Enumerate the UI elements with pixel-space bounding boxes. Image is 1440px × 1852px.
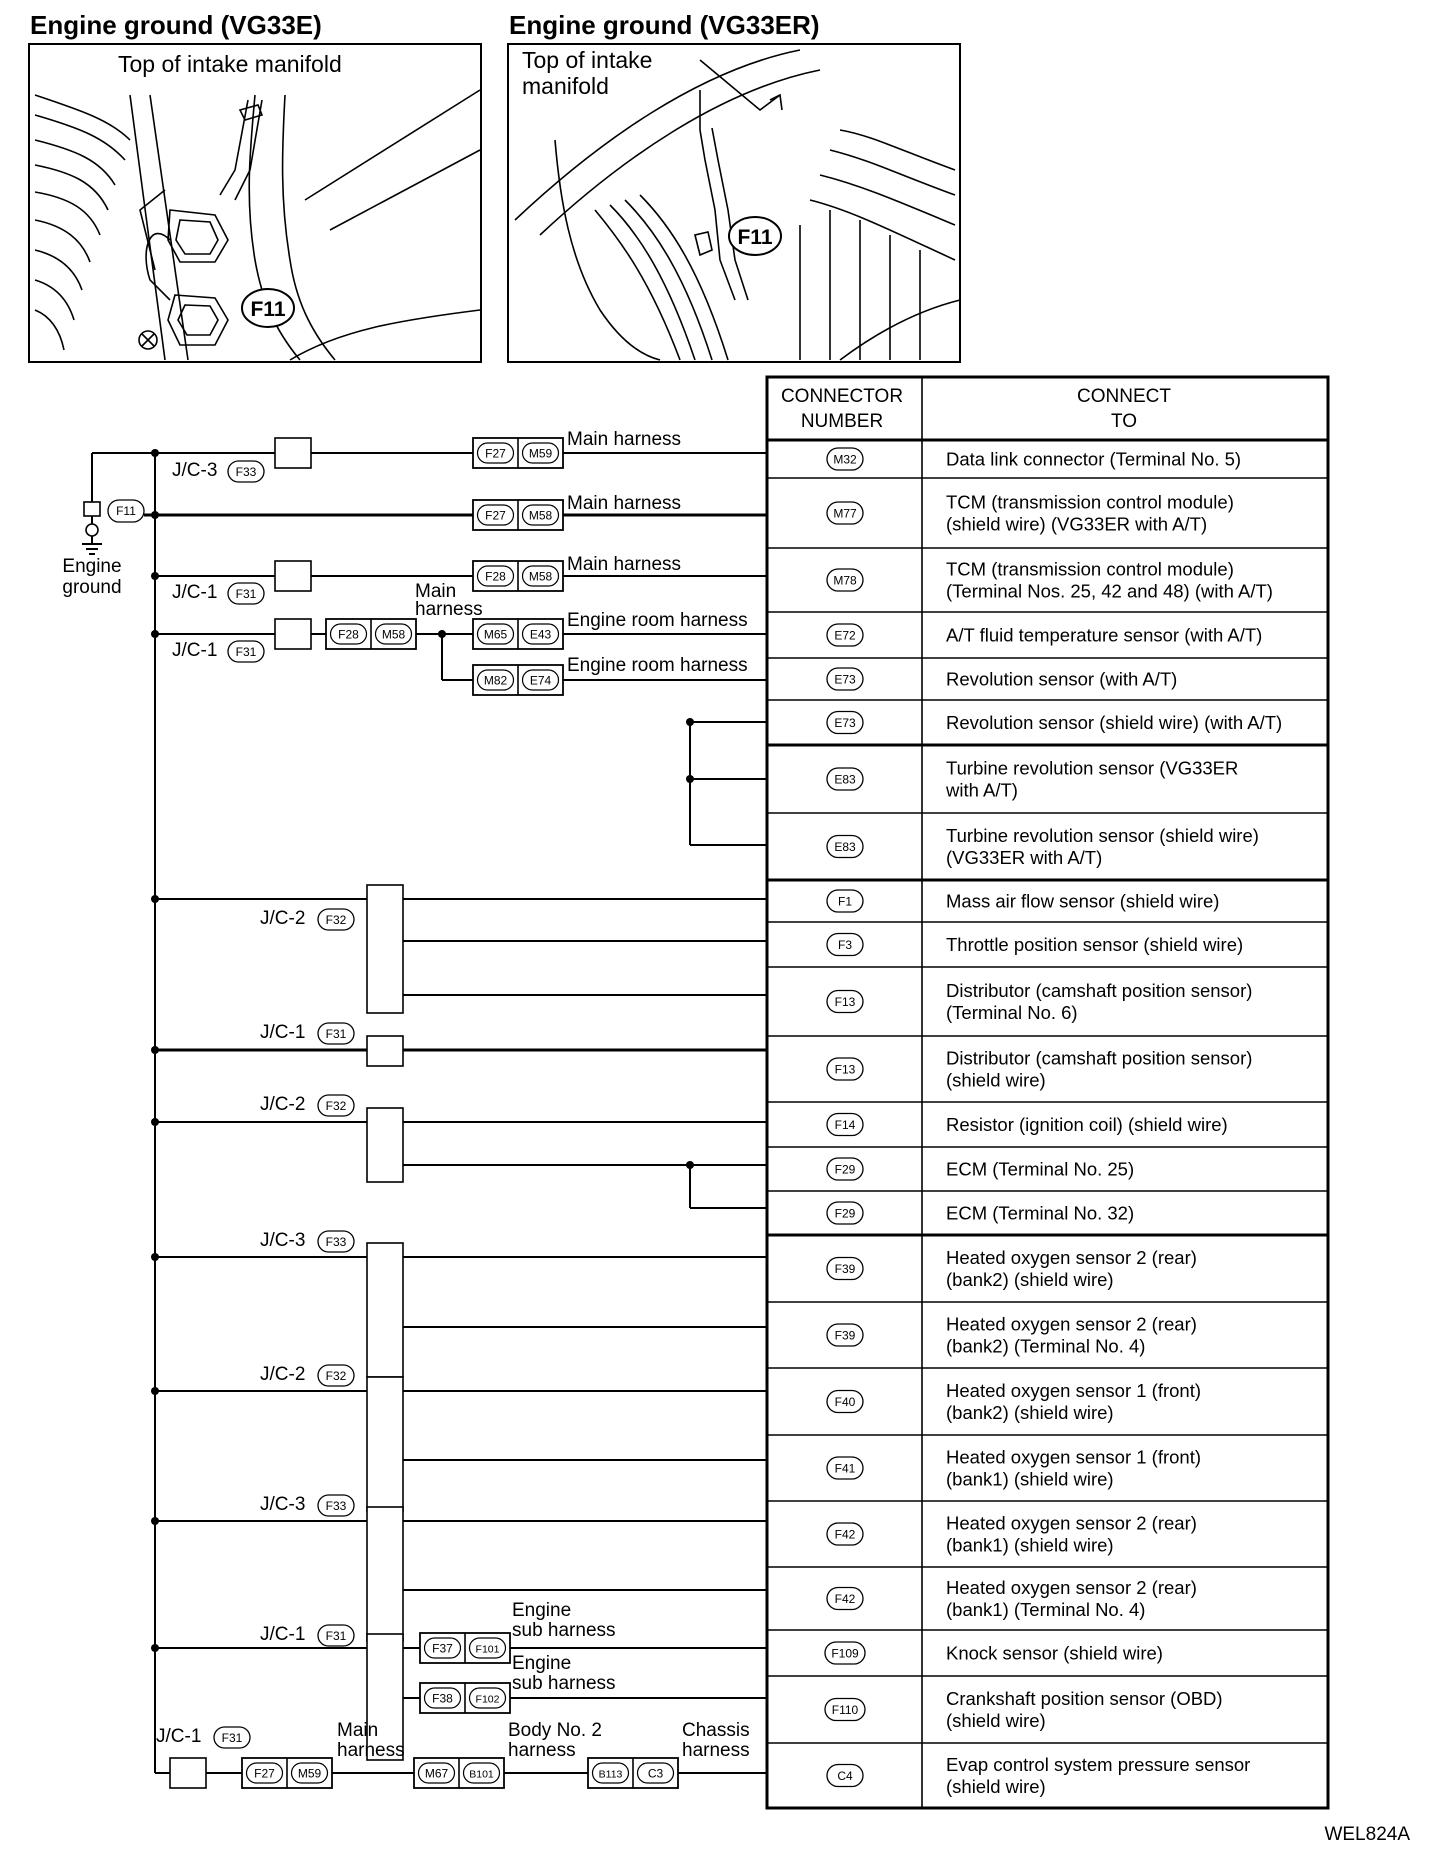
connector-number: E83 — [834, 840, 856, 854]
connector-number: F29 — [834, 1206, 856, 1221]
connector-number: F28 — [338, 627, 359, 642]
connector-number: F109 — [831, 1646, 859, 1661]
harness-connector-pair — [414, 1758, 504, 1788]
table-row — [827, 1380, 1201, 1423]
jc-label: J/C-3 — [172, 460, 218, 481]
connector-number: F3 — [837, 938, 853, 952]
harness-connector-pair — [326, 619, 416, 649]
connector-number: F41 — [834, 1461, 856, 1476]
table-row — [827, 1202, 1134, 1224]
connector-number: F27 — [485, 446, 506, 461]
table-row — [827, 1447, 1201, 1490]
splice-dot — [151, 1118, 159, 1126]
harness-label: Engine room harness — [567, 655, 748, 676]
connect-to-text: TCM (transmission control module) — [946, 558, 1234, 580]
connector-number: B101 — [469, 1768, 494, 1781]
harness-label: Main harness — [567, 493, 682, 514]
svg-text:F11: F11 — [116, 504, 136, 518]
table-row — [827, 668, 1177, 690]
connect-to-text: Distributor (camshaft position sensor) — [946, 980, 1253, 1001]
svg-text:F31: F31 — [221, 1731, 243, 1745]
table-row — [827, 1048, 1252, 1091]
jc-label: J/C-1 — [172, 582, 218, 603]
table-row — [827, 1158, 1134, 1180]
engine-ground-symbol — [82, 502, 102, 554]
connector-number: F101 — [475, 1643, 500, 1656]
connect-to-text: Heated oxygen sensor 2 (rear) — [946, 1247, 1197, 1268]
harness-label: Engine — [512, 1653, 572, 1674]
connector-number: E72 — [834, 628, 856, 643]
jc-label: J/C-2 — [260, 1364, 306, 1385]
engine-ground-label-line2: ground — [62, 577, 122, 598]
connector-number: F40 — [834, 1395, 856, 1409]
connector-number: M82 — [483, 673, 508, 688]
connector-table — [767, 377, 1328, 1808]
connector-number: M32 — [833, 452, 857, 467]
connector-number: M67 — [424, 1766, 449, 1781]
harness-label: harness — [337, 1740, 405, 1761]
connect-to-text: (VG33ER with A/T) — [946, 847, 1103, 868]
splice-dot — [151, 630, 159, 638]
harness-connector-pair — [420, 1633, 510, 1663]
harness-label: Chassis — [682, 1720, 750, 1741]
harness-connector-pair — [473, 438, 563, 468]
splice-dot — [686, 775, 694, 783]
svg-text:F31: F31 — [235, 645, 257, 659]
connect-to-text: Heated oxygen sensor 1 (front) — [946, 1380, 1202, 1401]
connect-to-text: (shield wire) — [946, 1710, 1046, 1731]
table-header-col1-line2: NUMBER — [800, 411, 884, 432]
table-row — [827, 1577, 1197, 1620]
connector-number: F39 — [834, 1328, 856, 1343]
table-row — [827, 825, 1259, 868]
harness-connector-pair — [242, 1758, 332, 1788]
table-row — [827, 758, 1238, 801]
connect-to-text: A/T fluid temperature sensor (with A/T) — [946, 624, 1263, 646]
connector-number: F29 — [834, 1162, 856, 1177]
connector-number: E43 — [529, 627, 552, 642]
harness-label: harness — [682, 1740, 750, 1761]
jc-label: J/C-2 — [260, 1094, 306, 1115]
harness-connector-pair — [473, 500, 563, 530]
table-row — [827, 1754, 1250, 1797]
harness-connector-pair — [473, 619, 563, 649]
table-row — [827, 980, 1252, 1023]
photo2-caption-line1: Top of intake — [522, 47, 653, 73]
photo2-callout: F11 — [737, 226, 773, 249]
connect-to-text: Distributor (camshaft position sensor) — [946, 1047, 1253, 1069]
joint-connector-box — [275, 619, 311, 649]
connector-number: F27 — [485, 508, 506, 523]
connector-number: F27 — [254, 1766, 275, 1781]
svg-text:F33: F33 — [325, 1235, 347, 1249]
photo2-caption-line2: manifold — [522, 73, 609, 99]
connect-to-text: (bank1) (shield wire) — [946, 1534, 1114, 1556]
table-row — [827, 1314, 1197, 1357]
splice-dot — [151, 1517, 159, 1525]
joint-connector-box — [170, 1758, 206, 1788]
jc-label: J/C-3 — [260, 1230, 306, 1251]
splice-dot — [151, 1644, 159, 1652]
connector-number: F1 — [837, 894, 853, 909]
photo1-callout: F11 — [250, 298, 286, 321]
connect-to-text: (shield wire) — [946, 1069, 1046, 1091]
table-row — [827, 1114, 1228, 1136]
connect-to-text: Throttle position sensor (shield wire) — [946, 934, 1244, 955]
table-header-col2-line2: TO — [1110, 411, 1138, 432]
table-row — [827, 890, 1219, 912]
harness-label: Main harness — [567, 554, 682, 575]
connect-to-text: with A/T) — [946, 779, 1018, 801]
jc-label: J/C-1 — [156, 1726, 202, 1747]
svg-text:F33: F33 — [325, 1499, 347, 1513]
joint-connector-box — [367, 885, 403, 1013]
connector-number: F37 — [432, 1641, 453, 1656]
connector-number: F38 — [432, 1691, 453, 1706]
splice-dot — [686, 718, 694, 726]
harness-label: Main harness — [567, 429, 682, 450]
harness-label: harness — [415, 599, 483, 620]
svg-text:F31: F31 — [325, 1027, 347, 1041]
connect-to-text: (bank2) (Terminal No. 4) — [946, 1335, 1146, 1357]
connector-number: F42 — [834, 1527, 856, 1542]
table-row — [827, 712, 1282, 734]
connect-to-text: Mass air flow sensor (shield wire) — [946, 890, 1220, 912]
connect-to-text: Data link connector (Terminal No. 5) — [946, 448, 1242, 470]
connect-to-text: Heated oxygen sensor 2 (rear) — [946, 1313, 1197, 1335]
connector-number: F102 — [475, 1693, 500, 1706]
svg-text:F32: F32 — [325, 1369, 347, 1383]
splice-dot — [151, 572, 159, 580]
harness-label: sub harness — [512, 1620, 616, 1641]
connect-to-text: Revolution sensor (with A/T) — [946, 668, 1178, 690]
joint-connector-box — [275, 561, 311, 591]
connector-number: F13 — [834, 1062, 856, 1077]
ground-connector-pill — [108, 500, 144, 522]
splice-dot — [151, 511, 159, 519]
harness-label: Body No. 2 — [508, 1720, 602, 1741]
svg-text:F32: F32 — [325, 1099, 347, 1113]
connector-number: M78 — [833, 573, 857, 588]
table-row — [827, 559, 1273, 602]
harness-label: Main — [337, 1720, 379, 1741]
table-row — [827, 624, 1262, 646]
splice-dot — [151, 449, 159, 457]
table-row — [827, 1247, 1197, 1290]
splice-dot — [151, 1387, 159, 1395]
jc-label: J/C-1 — [260, 1022, 306, 1043]
joint-connector-box — [367, 1377, 403, 1511]
connect-to-text: (shield wire) — [946, 1776, 1046, 1797]
connect-to-text: Heated oxygen sensor 2 (rear) — [946, 1577, 1197, 1598]
harness-label: Engine — [512, 1600, 572, 1621]
connector-number: M65 — [483, 627, 508, 642]
connect-to-text: Knock sensor (shield wire) — [946, 1642, 1163, 1664]
connect-to-text: Heated oxygen sensor 1 (front) — [946, 1446, 1202, 1468]
connect-to-text: (bank1) (shield wire) — [946, 1468, 1114, 1490]
splice-dot — [151, 895, 159, 903]
photo1-title: Engine ground (VG33E) — [30, 10, 322, 40]
joint-connector-box — [367, 1036, 403, 1066]
harness-label: Main — [415, 581, 457, 602]
joint-connector-box — [367, 1108, 403, 1182]
splice-dot — [151, 1046, 159, 1054]
table-row — [827, 1513, 1197, 1556]
table-row — [827, 934, 1243, 956]
harness-label: Engine room harness — [567, 610, 748, 631]
connect-to-text: Crankshaft position sensor (OBD) — [946, 1688, 1223, 1709]
svg-text:F33: F33 — [235, 465, 257, 479]
connector-number: M58 — [528, 569, 553, 584]
jc-label: J/C-1 — [260, 1624, 306, 1645]
connect-to-text: (shield wire) (VG33ER with A/T) — [946, 513, 1208, 535]
photo1-caption: Top of intake manifold — [118, 51, 342, 77]
connector-number: M77 — [833, 506, 857, 521]
connect-to-text: Heated oxygen sensor 2 (rear) — [946, 1512, 1197, 1534]
connector-number: M59 — [528, 446, 553, 461]
harness-label: harness — [508, 1740, 576, 1761]
joint-connector-box — [275, 438, 311, 468]
connector-number: F39 — [834, 1262, 856, 1276]
connector-number: F42 — [834, 1592, 856, 1606]
figure-code: WEL824A — [1324, 1824, 1410, 1845]
table-header-col2-line1: CONNECT — [1077, 386, 1171, 407]
connect-to-text: (Terminal No. 6) — [946, 1002, 1078, 1023]
connector-number: F28 — [485, 569, 506, 584]
harness-connector-pair — [473, 561, 563, 591]
table-row — [827, 448, 1241, 470]
connect-to-text: (bank1) (Terminal No. 4) — [946, 1599, 1146, 1620]
jc-label: J/C-3 — [260, 1494, 306, 1515]
connect-to-text: (Terminal Nos. 25, 42 and 48) (with A/T) — [946, 580, 1273, 602]
connector-number: E74 — [529, 673, 552, 688]
connector-number: C3 — [647, 1766, 664, 1781]
connector-number: E73 — [834, 716, 856, 730]
connect-to-text: Evap control system pressure sensor — [946, 1754, 1251, 1775]
engine-ground-label-line1: Engine — [62, 556, 122, 577]
harness-connector-pair — [473, 665, 563, 695]
table-row — [827, 492, 1234, 535]
table-row — [825, 1688, 1223, 1731]
connector-number: M58 — [528, 508, 553, 523]
harness-connector-pair — [420, 1683, 510, 1713]
table-header-col1-line1: CONNECTOR — [780, 386, 904, 407]
connector-number: F14 — [834, 1118, 856, 1132]
splice-dot — [438, 630, 446, 638]
splice-dot — [686, 1161, 694, 1169]
connector-number: F110 — [831, 1703, 859, 1717]
connect-to-text: Resistor (ignition coil) (shield wire) — [946, 1114, 1228, 1135]
jc-label: J/C-2 — [260, 908, 306, 929]
connect-to-text: Turbine revolution sensor (VG33ER — [946, 757, 1239, 779]
splice-dot — [151, 1253, 159, 1261]
harness-label: sub harness — [512, 1673, 616, 1694]
harness-connector-pair — [588, 1758, 678, 1788]
jc-label: J/C-1 — [172, 640, 218, 661]
svg-text:F32: F32 — [325, 913, 347, 927]
connector-number: E73 — [834, 672, 856, 687]
joint-connector-box — [367, 1243, 403, 1377]
svg-text:F31: F31 — [235, 587, 257, 601]
connector-number: F13 — [834, 995, 856, 1009]
connector-number: E83 — [834, 772, 856, 787]
connect-to-text: Turbine revolution sensor (shield wire) — [946, 825, 1259, 846]
connector-number: C4 — [837, 1769, 853, 1783]
svg-text:F31: F31 — [325, 1629, 347, 1643]
connector-number: B113 — [598, 1768, 623, 1781]
connect-to-text: (bank2) (shield wire) — [946, 1402, 1114, 1423]
connect-to-text: (bank2) (shield wire) — [946, 1269, 1114, 1290]
connect-to-text: ECM (Terminal No. 25) — [946, 1158, 1135, 1180]
connect-to-text: Revolution sensor (shield wire) (with A/T) — [946, 712, 1283, 733]
connector-number: M59 — [297, 1766, 322, 1781]
photo2-title: Engine ground (VG33ER) — [509, 10, 820, 40]
table-row — [825, 1642, 1163, 1664]
connector-number: M58 — [381, 627, 406, 642]
joint-connector-box — [367, 1507, 403, 1641]
connect-to-text: ECM (Terminal No. 32) — [946, 1202, 1135, 1224]
connect-to-text: TCM (transmission control module) — [946, 491, 1234, 513]
